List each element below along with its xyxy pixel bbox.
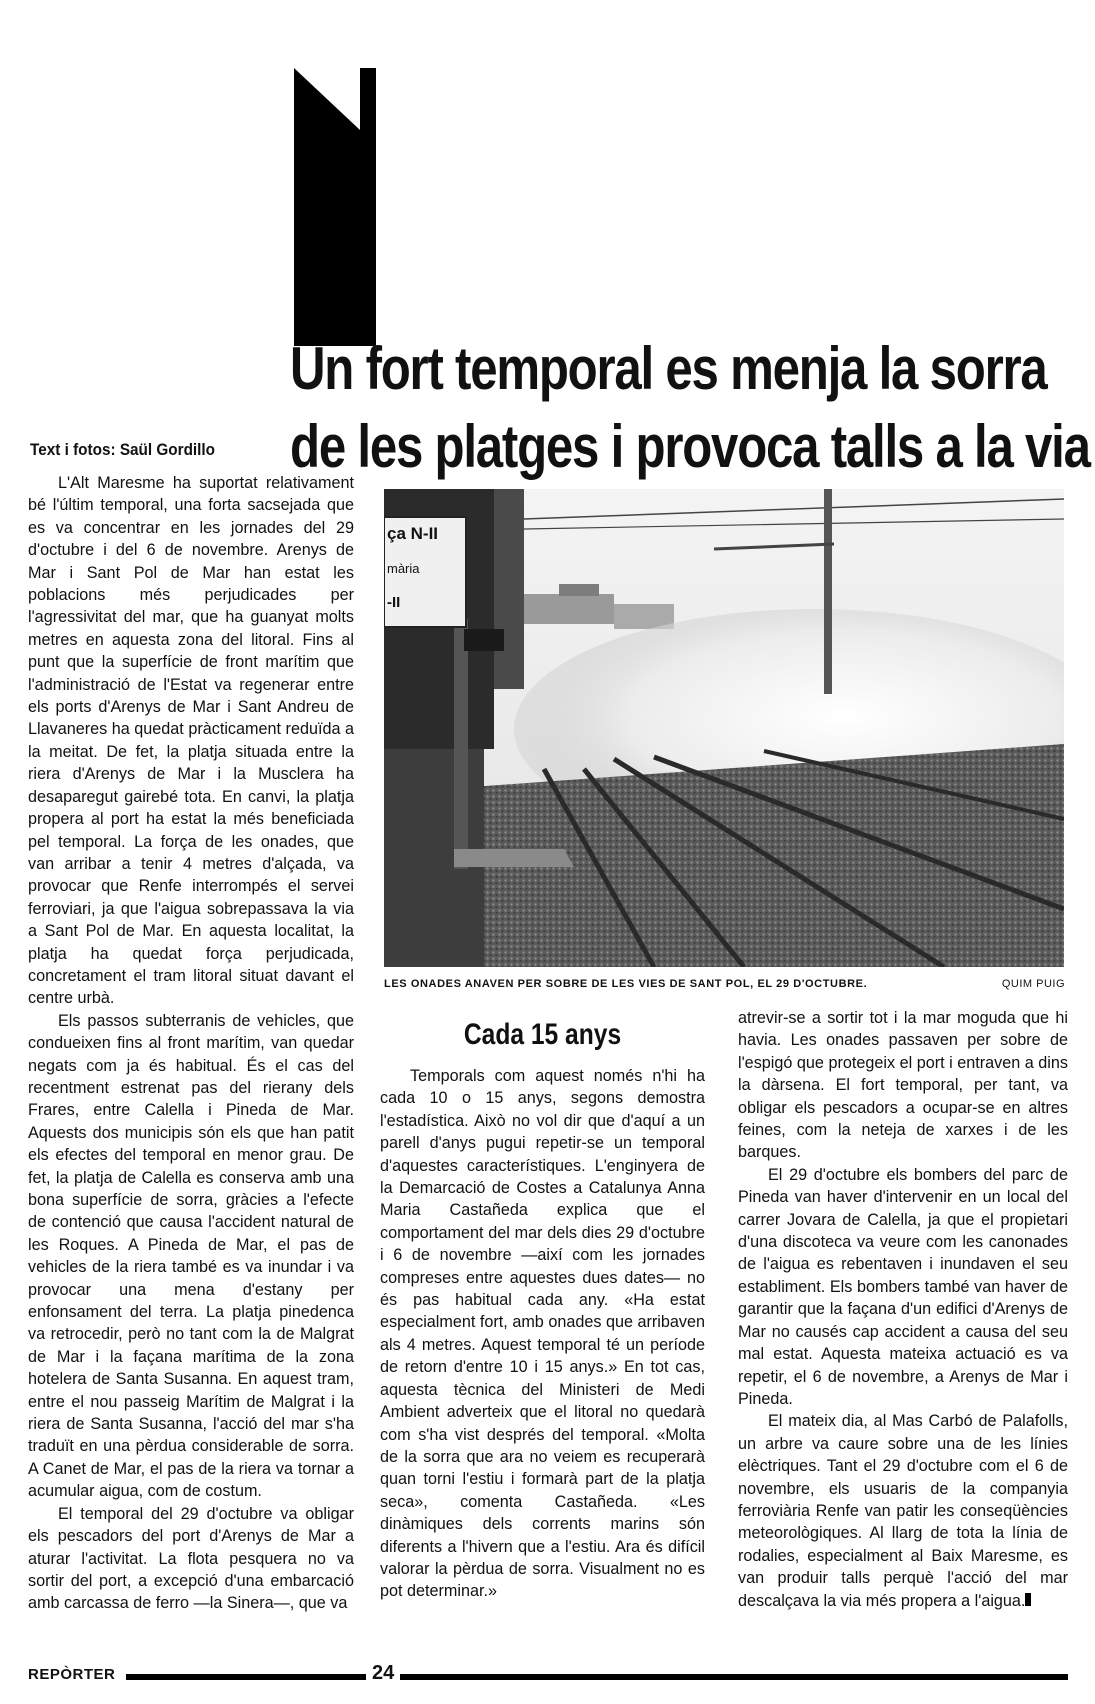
paragraph xyxy=(738,1410,1068,1612)
storm-railway-photo xyxy=(384,489,1064,967)
subheading: Cada 15 anys xyxy=(463,1018,622,1051)
paragraph-text: El mateix dia, al Mas Carbó de Palafolls, un arbre va caure sobre una de les línies elèctriques. Tant el 29 d'octubre com el 6 de novembre, els usuaris de la companyia ferroviària Renfe van patir les conseqüències meteorològiques. Al llarg de tota la línia de rodalies, especialment al Baix Maresme, es van produir talls perquè l'acció del mar descalçava la via més propera a l'aigua. xyxy=(738,1412,1068,1610)
paragraph: El 29 d'octubre els bombers del parc de Pineda van haver d'intervenir en un local del carrer Jovara de Calella, ja que el propietari d'una discoteca va veure com les canonades de l'aigua es rebentaven i inundaven el seu establiment. Els bombers també van haver de garantir que la façana d'un edifici d'Arenys de Mar no causés cap accident a causa del seu mal estat. Aquesta mateixa actuació es va repetir, el 6 de novembre, a Arenys de Mar i Pineda. xyxy=(738,1165,1068,1408)
byline: Text i fotos: Saül Gordillo xyxy=(30,440,216,459)
paragraph: L'Alt Maresme ha suportat relativament bé l'últim temporal, una forta sacsejada que es va concentrar en les jornades del 29 d'octubre i del 6 de novembre. Arenys de Mar i Sant Pol de Mar han estat les poblacions més perjudicades per l'agressivitat del mar, que ha guanyat molts metres en aquesta zona del litoral. Fins al punt que la superfície de front marítim que l'administració de l'Estat va regenerar entre els ports d'Arenys de Mar i Sant Andreu de Llavaneres ha quedat pràcticament reduïda a la meitat. De fet, la platja situada entre la riera d'Arenys de Mar i la Musclera ha desaparegut gairebé tota. En canvi, la platja propera al port ha estat la més beneficiada pel temporal. La força de les onades, que van arribar a tenir 4 metres d'alçada, va provocar que Renfe interrompés el servei ferroviari, ja que l'aigua sobrepassava la via a Sant Pol de Mar. En aquesta localitat, la platja ha quedat força perjudicada, concretament el tram litoral situat davant el centre urbà. xyxy=(28,474,354,1008)
page-footer xyxy=(28,1664,1068,1688)
footer-rule xyxy=(126,1674,366,1680)
headline-line-1: Un fort temporal es menja la sorra xyxy=(290,335,1047,402)
caption-text: LES ONADES ANAVEN PER SOBRE DE LES VIES DE SANT POL, EL 29 D'OCTUBRE. xyxy=(384,978,868,990)
decorative-block xyxy=(294,68,376,346)
right-column xyxy=(738,1007,1068,1612)
magazine-brand: REPÒRTER xyxy=(28,1666,116,1683)
sign-text: ça N-II xyxy=(387,524,439,543)
middle-column xyxy=(380,1065,705,1603)
photo-credit: QUIM PUIG xyxy=(1001,978,1065,990)
paragraph: Els passos subterranis de vehicles, que condueixen fins al front marítim, van quedar negats com ja és habitual. És el cas del recentment estrenat pas del rierany dels Frares, entre Calella i Pineda de Mar. Aquests dos municipis són els que han patit els efectes del temporal en menor grau. De fet, la platja de Calella es conserva amb una bona superfície de sorra, gràcies a l'efecte de contenció que causa l'accident natural de les Roques. A Pineda de Mar, el pas de vehicles de la riera també es va inundar i va provocar una mena d'estany per enfonsament del terra. La platja pinedenca va retrocedir, però no tant com la de Malgrat de Mar i la façana marítima de la zona hotelera de Santa Susanna. En aquest tram, entre el nou passeig Marítim de Malgrat i la riera de Santa Susanna, l'acció del mar s'ha traduït en una pèrdua considerable de sorra. A Canet de Mar, el pas de la riera va tornar a acumular aigua, com de costum. xyxy=(28,1011,354,1501)
paragraph: Temporals com aquest només n'hi ha cada 10 o 15 anys, segons demostra l'estadística. Això no vol dir que d'aquí a un parell d'anys pugui repetir-se un temporal d'aquestes característiques. L'enginyera de la Demarcació de Costes a Catalunya Anna Maria Castañeda explica que el comportament del mar dels dies 29 d'octubre i 6 de novembre —així com les jornades compreses entre aquestes dues dates— no és pas habitual cada any. «Ha estat especialment fort, amb onades que arribaven als 4 metres. Aquest temporal té un període de retorn d'entre 10 i 15 anys.» En tot cas, aquesta tècnica del Ministeri de Medi Ambient adverteix que el litoral no quedarà com s'ha vist després del temporal. «Molta de la sorra que ara no veiem es recuperarà quan torni l'estiu i formarà part de la platja seca», comenta Castañeda. «Les dinàmiques dels corrents marins són diferents a l'hivern que a l'estiu. Ara és difícil valorar la pèrdua de sorra. Visualment no es pot determinar.» xyxy=(380,1067,705,1601)
end-mark xyxy=(1025,1593,1031,1606)
sign-text: mària xyxy=(387,561,420,576)
page-number: 24 xyxy=(372,1662,395,1684)
photo-caption xyxy=(384,978,1064,990)
sign-text: -II xyxy=(387,594,401,611)
headline-line-2: de les platges i provoca talls a la via xyxy=(290,413,1090,480)
headline xyxy=(290,330,1090,486)
footer-rule xyxy=(400,1674,1068,1680)
paragraph: atrevir-se a sortir tot i la mar moguda que hi havia. Les onades passaven per sobre de l'espigó que protegeix el port i entraven a dins la dàrsena. El fort temporal, per tant, va obligar els pescadors a ocupar-se en altres feines, com la neteja de xarxes i de les barques. xyxy=(738,1009,1068,1162)
paragraph: El temporal del 29 d'octubre va obligar els pescadors del port d'Arenys de Mar a aturar l'activitat. La flota pesquera no va sortir del port, a excepció d'una embarcació amb carcassa de ferro —la Sinera—, que va xyxy=(28,1504,354,1613)
left-column xyxy=(28,472,354,1615)
road-sign xyxy=(384,517,466,627)
news-photo xyxy=(384,489,1064,967)
